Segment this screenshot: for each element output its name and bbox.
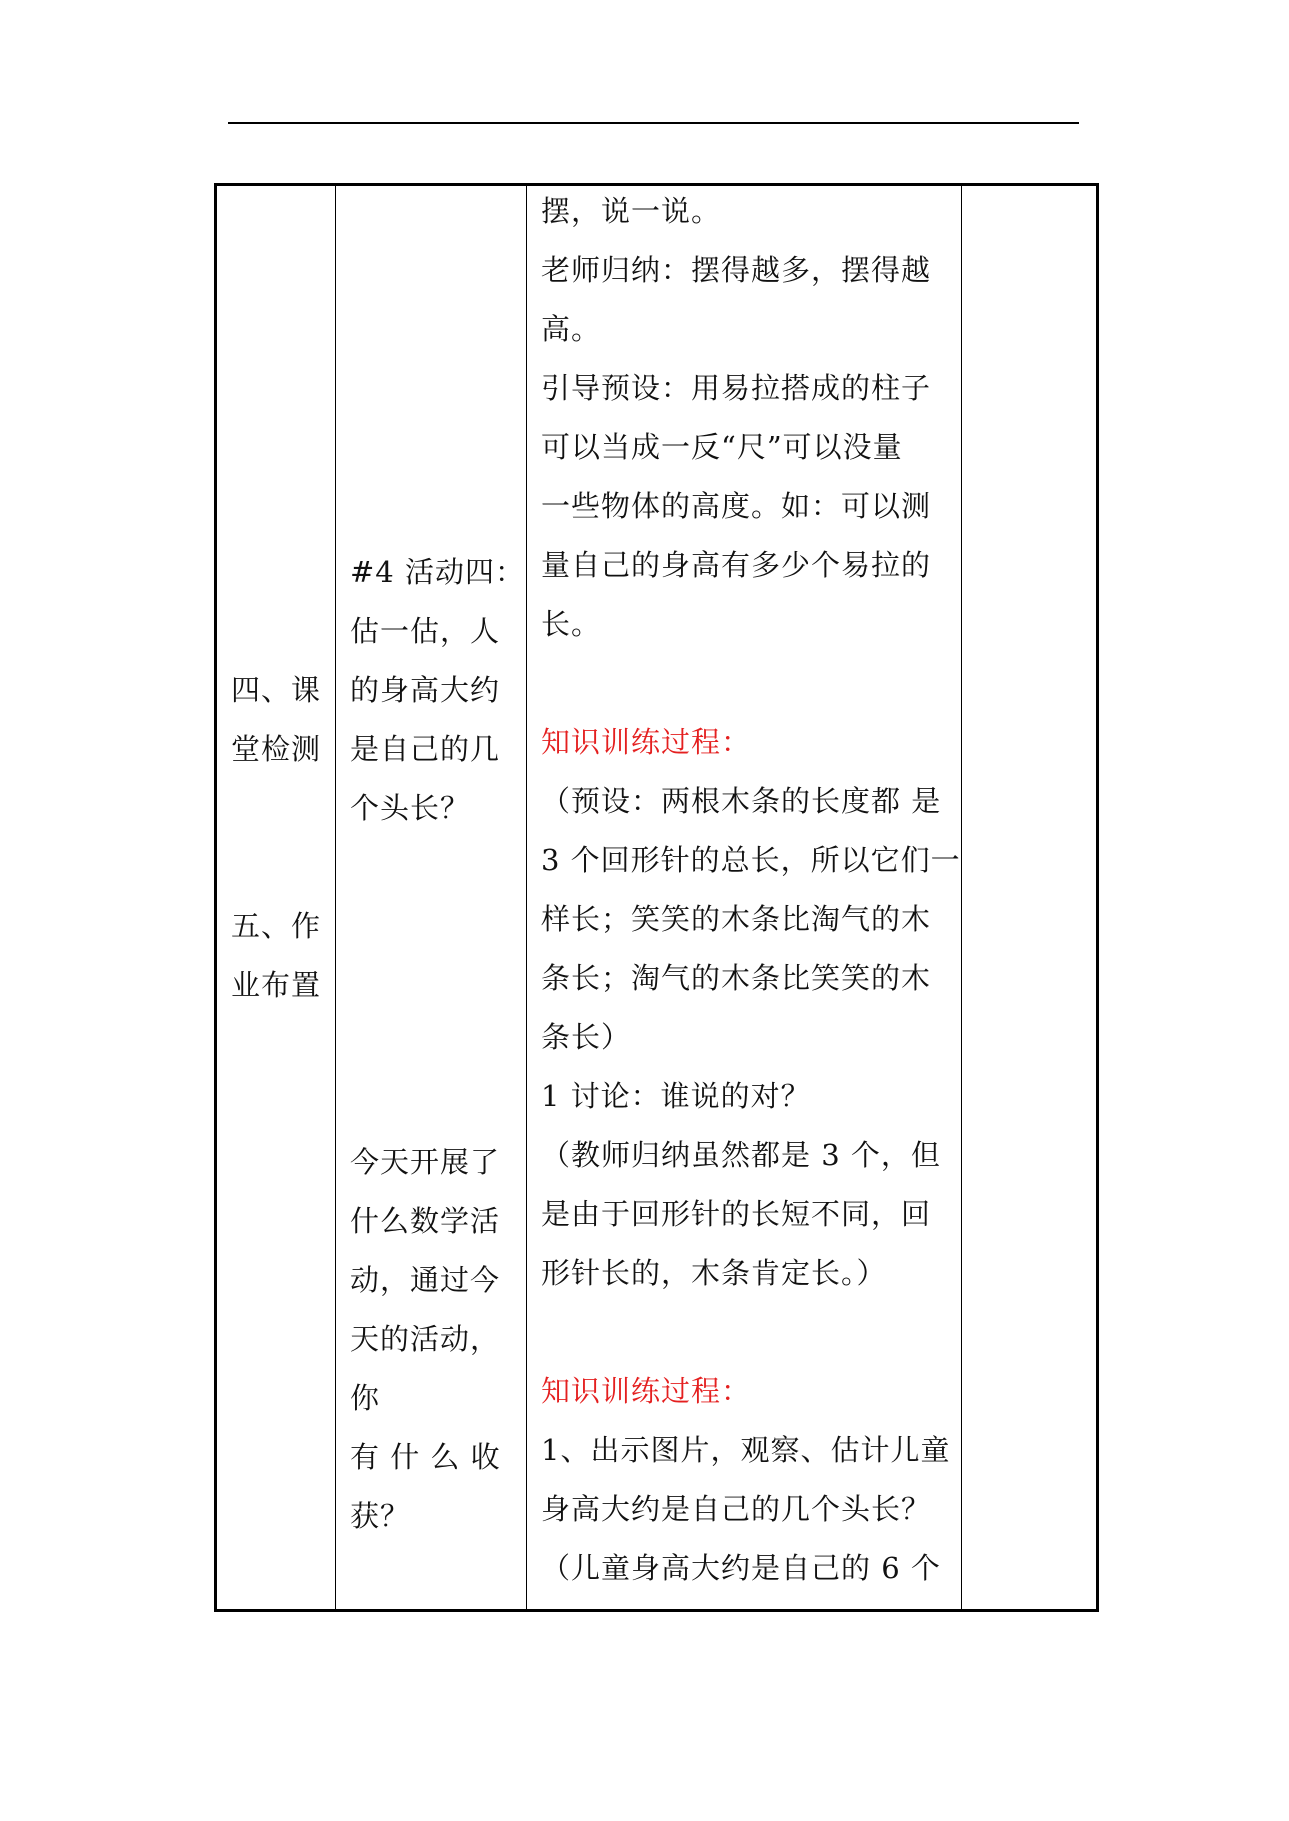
summary-line: 有 什 么 收 xyxy=(350,1440,501,1474)
process-line: 可以当成一反“尺”可以没量 xyxy=(541,430,903,464)
process-line: （教师归纳虽然都是 3 个，但 xyxy=(541,1138,941,1172)
process-line: 摆，说一说。 xyxy=(541,194,722,228)
process-line: 引导预设：用易拉搭成的柱子 xyxy=(541,371,932,405)
notes-content xyxy=(962,186,1096,1609)
process-line: 1、出示图片，观察、估计儿童 xyxy=(541,1433,951,1467)
notes-cell xyxy=(962,185,1098,1611)
section4-line: 堂检测 xyxy=(231,732,322,766)
process-line: 身高大约是自己的几个头长？ xyxy=(541,1492,932,1526)
lesson-plan-table xyxy=(214,183,1099,1612)
summary-line: 什么数学活 xyxy=(350,1204,501,1238)
activity-cell xyxy=(336,185,527,1611)
process-line: 是由于回形针的长短不同，回 xyxy=(541,1197,932,1231)
process-line: 长。 xyxy=(541,607,602,641)
table-row xyxy=(216,185,1098,1611)
section4-line: 四、课 xyxy=(231,673,322,707)
process-line: 条长） xyxy=(541,1020,632,1054)
header-rule xyxy=(228,122,1079,124)
summary-line: 动，通过今 xyxy=(350,1263,501,1297)
summary-line: 获？ xyxy=(350,1499,411,1533)
process-line: 老师归纳：摆得越多，摆得越 xyxy=(541,253,932,287)
process-line: 高。 xyxy=(541,312,602,346)
process-line: （预设：两根木条的长度都 是 xyxy=(541,784,942,818)
section5-line: 五、作 xyxy=(231,909,322,943)
process-line: 条长；淘气的木条比笑笑的木 xyxy=(541,961,932,995)
activity4-line: 个头长？ xyxy=(350,791,471,825)
section-cell xyxy=(216,185,336,1611)
process-line: 量自己的身高有多少个易拉的 xyxy=(541,548,932,582)
section-heading: 知识训练过程： xyxy=(541,725,752,759)
process-line: 一些物体的高度。如：可以测 xyxy=(541,489,932,523)
activity4-line: 是自己的几 xyxy=(350,732,501,766)
process-line: （儿童身高大约是自己的 6 个 xyxy=(541,1551,941,1585)
summary-line: 你 xyxy=(350,1381,381,1415)
process-cell xyxy=(527,185,962,1611)
summary-line: 今天开展了 xyxy=(350,1145,501,1179)
activity4-line: 的身高大约 xyxy=(350,673,501,707)
process-line: 形针长的，木条肯定长。） xyxy=(541,1256,887,1290)
section-heading: 知识训练过程： xyxy=(541,1374,752,1408)
process-line: 3 个回形针的总长，所以它们一 xyxy=(541,843,961,877)
activity4-line: 估一估，人 xyxy=(350,614,501,648)
process-line: 样长；笑笑的木条比淘气的木 xyxy=(541,902,932,936)
activity4-line: #4 活动四： xyxy=(350,555,525,589)
summary-line: 天的活动， xyxy=(350,1322,501,1356)
process-line: 1 讨论：谁说的对？ xyxy=(541,1079,811,1113)
section5-line: 业布置 xyxy=(231,968,322,1002)
